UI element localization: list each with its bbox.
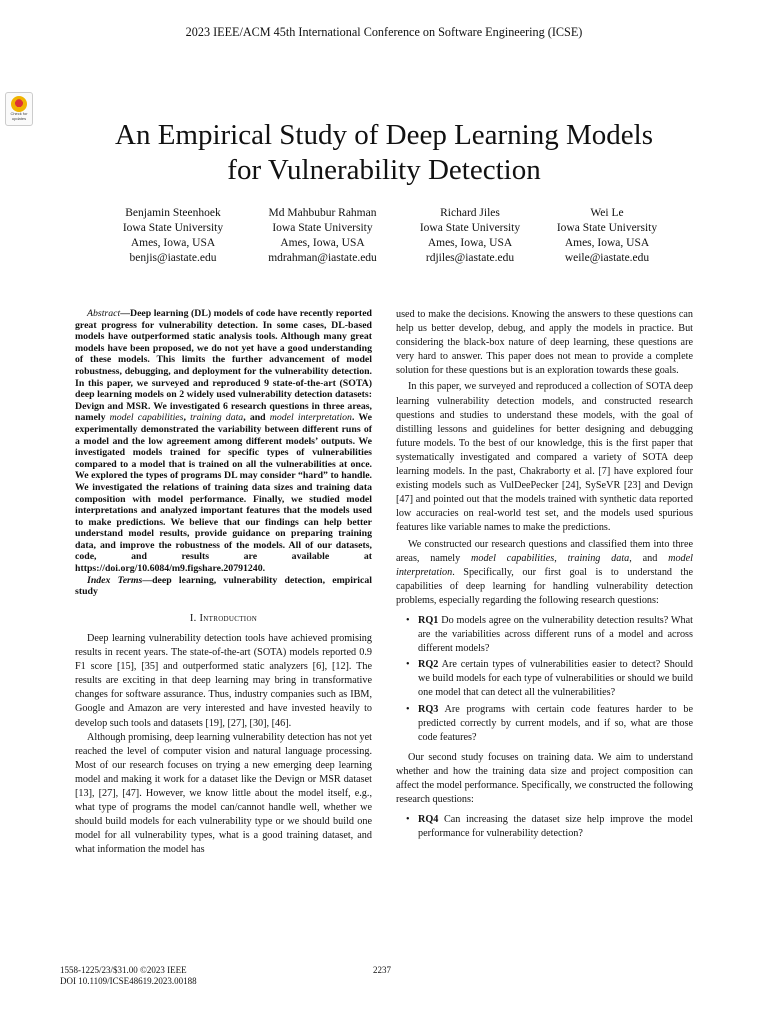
author-block [405,206,535,266]
author-location: Ames, Iowa, USA [427,237,513,249]
emphasis: model capabilities [471,552,555,564]
bullet-icon: • [406,703,410,715]
right-column [396,308,693,847]
paragraph-text: . Specifically, our first goal is to understand the capabilities of deep learning for handling vulnerability detection problems, especially regarding the following research questions: [396,566,693,606]
body-paragraph: used to make the decisions. Knowing the answers to these questions can help us better develop, debug, and apply the models in practice. But considering the black-box nature of deep learning, these questions are very hard to answer. This paper does not mean to provide a complete solution for these questions but is an exploration towards these goals. [396,309,693,377]
abstract-emphasis: model capabilities [109,412,184,424]
list-item [406,658,693,700]
bullet-icon: • [406,814,410,826]
badge-label: Check for updates [10,111,28,121]
rq-text: Are certain types of vulnerabilities easier to detect? Should we build models for each type of vulnerabilities or should we build one model that can detect all the vulnerabilities? [418,659,693,699]
left-column [75,308,372,857]
rq-id: RQ1 [418,614,439,626]
author-email: rdjiles@iastate.edu [425,252,515,264]
author-name: Md Mahbubur Rahman [268,207,377,219]
page-number: 2237 [373,965,391,975]
author-affiliation: Iowa State University [122,222,224,234]
author-location: Ames, Iowa, USA [564,237,650,249]
rq-id: RQ2 [418,659,439,671]
index-terms [75,575,372,598]
index-terms-label: Index Terms [87,574,143,586]
body-paragraph: In this paper, we surveyed and reproduced a collection of SOTA deep learning vulnerability detection models, and constructed research questions and studies to understand these models, with the goal of distilling lessons and guidelines for better designing and debugging future models. To the best of our knowledge, this is the first paper that systematically investigated and compared a variety of SOTA deep learning models. In the past, Chakraborty et al. [7] have explored four existing models such as VulDeePecker [24], SySeVR [23] and Devign [47] and pointed out that the models trained with synthetic data reported low accuracies on real-world test set, and the models used spurious features like variable names to make the predictions. [396,381,693,534]
list-item [406,703,693,745]
abstract-emphasis: training data [190,412,244,424]
author-location: Ames, Iowa, USA [280,237,365,249]
body-paragraph [396,538,693,608]
author-block [542,206,672,266]
body-paragraph: Our second study focuses on training data. We aim to understand whether and how the training data size and project composition can affect the model performance. Specifically, we constructed the following research questions: [396,751,693,806]
author-name: Richard Jiles [440,207,500,219]
index-terms-text: —deep learning, vulnerability detection, empirical study [75,574,372,598]
title-line-1: An Empirical Study of Deep Learning Models [115,119,653,151]
footer-left [60,965,197,987]
author-block [250,206,395,266]
abstract-text: . We experimentally demonstrated the variability between different runs of a model and the low agreement among different models’ outputs. We investigated models trained for specific types of vulnerabilities compared to a model that is trained on all the vulnerabilities at once. We explored the types of programs DL may consider “hard” to handle. We investigated the relations of training data sizes and training data composition with model performance. Finally, we studied model interpretations and analyzed important features that the models used to make predictions. We believe that our findings can help better understand model results, provide guidance on preparing training data, and improve the robustness of the models. All of our datasets, code, and results are available at https://doi.org/10.6084/m9.figshare.20791240. [75,412,372,575]
check-for-updates-icon [11,96,27,112]
abstract-text: —Deep learning (DL) models of code have recently reported great progress for vulnerability detection. In some cases, DL-based models have outperformed static analysis tools. Although many great models have been proposed, we do not yet have a good understanding of these models. This limits the further advancement of model robustness, debugging, and deployment for the vulnerability detection. In this paper, we surveyed and reproduced 9 state-of-the-art (SOTA) deep learning models on 2 widely used vulnerability detection datasets: Devign and MSR. We investigated 6 research questions in three areas, namely [75,308,372,424]
rq-text: Do models agree on the vulnerability detection results? What are the variabilities across different runs of a model and across different models? [418,614,693,655]
rq-id: RQ4 [418,814,439,826]
author-affiliation: Iowa State University [419,222,521,234]
abstract [75,308,372,575]
bullet-icon: • [406,614,410,626]
rq-text: Are programs with certain code features harder to be predicted correctly by current models, and if so, what are those code features? [418,703,693,743]
footer-issn: 1558-1225/23/$31.00 ©2023 IEEE [60,965,187,975]
author-email: weile@iastate.edu [564,252,650,264]
list-item [406,614,693,656]
paragraph-text: , and [629,552,669,564]
research-question-list [396,813,693,841]
body-paragraph: Although promising, deep learning vulnerability detection has not yet reached the level of computer vision and natural language processing. Most of our research focuses on trying a new emerging deep learning model and making it work for a dataset like the Devign or MSR dataset [13], [27], [47]. However, we know little about the model itself, e.g., what type of programs the model can/cannot handle well, whether we should build models for each vulnerability type or we should build one model for all vulnerability types, what is a good training dataset, and what information the model has [75,731,372,856]
rq-id: RQ3 [418,703,439,715]
title-line-2: for Vulnerability Detection [227,154,541,186]
abstract-text: , [183,412,191,424]
paragraph-text: We constructed our research questions and classified them into three areas, namely [396,538,693,564]
section-title: Introduction [199,612,258,624]
paper-title [0,118,768,188]
author-affiliation: Iowa State University [556,222,658,234]
author-email: mdrahman@iastate.edu [268,252,377,264]
rq-text: Can increasing the dataset size help improve the model performance for vulnerability detection? [418,814,694,840]
bullet-icon: • [406,659,410,671]
abstract-text: , and [243,412,270,424]
author-name: Wei Le [590,207,624,219]
section-number: I. [189,612,197,624]
body-paragraph: Deep learning vulnerability detection tools have achieved promising results in recent years. The state-of-the-art (SOTA) models reported 0.9 F1 score [15], [35] and outperformed static analyzers [6], [12]. The results are exciting in that deep learning may bring in transformative changes for software assurance. Thus, industry companies such as IBM, Google and Amazon are very interested and have invested heavily to develop such tools and datasets [19], [27], [30], [46]. [75,632,372,729]
conference-header: 2023 IEEE/ACM 45th International Conference on Software Engineering (ICSE) [185,25,583,39]
research-question-list [396,614,693,745]
paragraph-text: , [554,552,568,564]
emphasis: model interpretation [396,552,693,578]
author-block [103,206,243,266]
author-email: benjis@iastate.edu [129,252,217,264]
author-name: Benjamin Steenhoek [125,207,221,219]
footer-doi: DOI 10.1109/ICSE48619.2023.00188 [60,976,197,986]
abstract-emphasis: model interpretation [269,412,352,424]
section-heading [75,612,372,626]
author-affiliation: Iowa State University [272,222,373,234]
author-location: Ames, Iowa, USA [130,237,216,249]
emphasis: training data [567,552,630,564]
abstract-label: Abstract [87,308,121,319]
list-item [406,813,694,841]
